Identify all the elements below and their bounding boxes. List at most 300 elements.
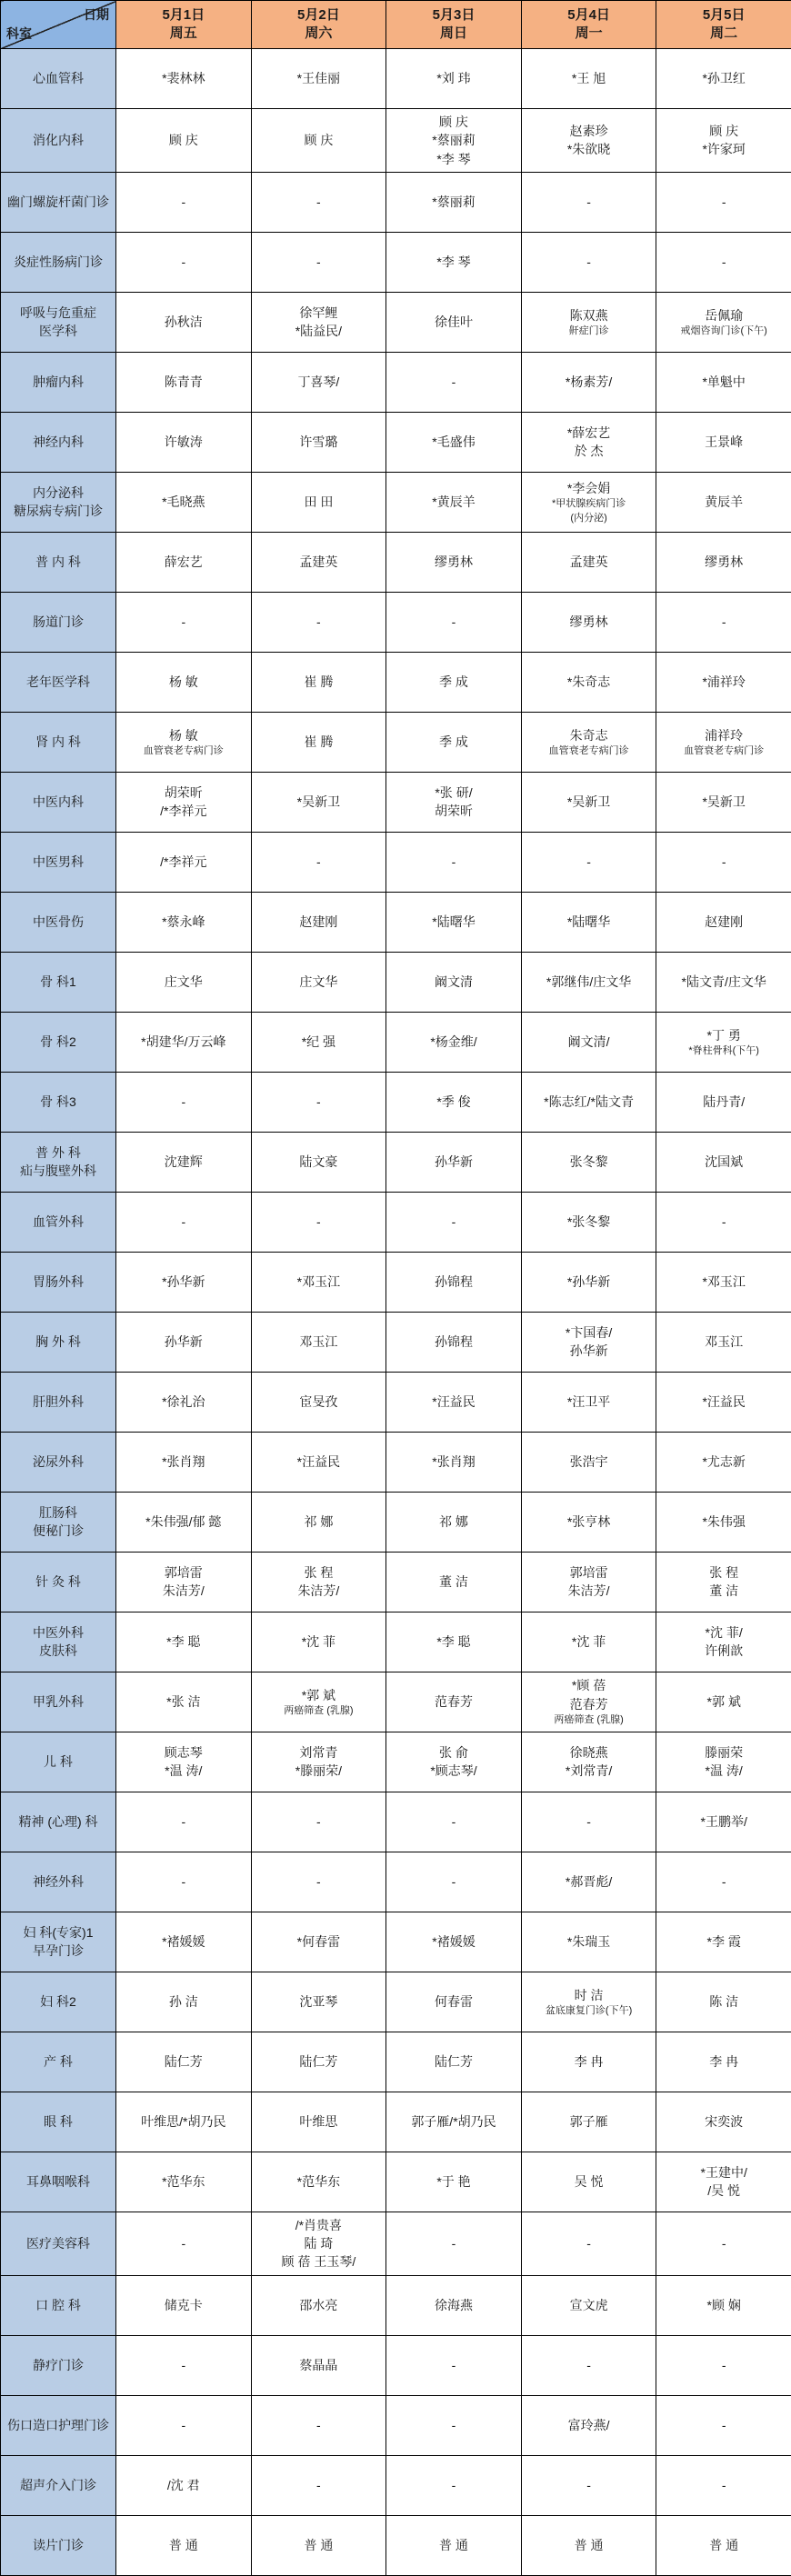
schedule-cell: *裴林林	[116, 49, 252, 109]
schedule-cell: 许雪璐	[251, 412, 386, 472]
schedule-cell: *郝晋彪/	[521, 1852, 656, 1912]
table-row	[1, 1972, 791, 2032]
schedule-cell: /*李祥元	[116, 832, 252, 892]
department-cell: 肠道门诊	[1, 592, 116, 652]
table-row	[1, 1612, 791, 1672]
schedule-cell: -	[251, 2395, 386, 2455]
schedule-cell: *蔡丽莉	[386, 172, 522, 232]
schedule-cell: *汪益民	[251, 1432, 386, 1492]
table-row	[1, 2032, 791, 2092]
schedule-cell: -	[116, 172, 252, 232]
schedule-cell: 陈 洁	[656, 1972, 791, 2032]
schedule-cell: -	[656, 2335, 791, 2395]
schedule-cell: 张 程 董 洁	[656, 1552, 791, 1612]
schedule-cell: 阚文清	[386, 952, 522, 1012]
schedule-cell: *沈 菲	[251, 1612, 386, 1672]
schedule-cell: 普 通	[251, 2515, 386, 2575]
schedule-cell: 祁 娜	[251, 1492, 386, 1552]
schedule-cell: *毛盛伟	[386, 412, 522, 472]
schedule-cell: *孙卫红	[656, 49, 791, 109]
schedule-cell: *何春雷	[251, 1912, 386, 1972]
schedule-cell: *陆文青/庄文华	[656, 952, 791, 1012]
schedule-cell: 陆仁芳	[116, 2032, 252, 2092]
schedule-cell: 孙华新	[116, 1312, 252, 1372]
department-cell: 儿 科	[1, 1732, 116, 1792]
schedule-cell: 郭培雷 朱洁芳/	[521, 1552, 656, 1612]
schedule-cell: *陆曙华	[521, 892, 656, 952]
column-weekday: 周六	[254, 25, 385, 43]
schedule-cell: 顾 庆 *蔡丽莉 *李 琴	[386, 109, 522, 173]
schedule-cell: *张冬黎	[521, 1192, 656, 1252]
schedule-cell: 丁喜琴/	[251, 352, 386, 412]
department-cell: 产 科	[1, 2032, 116, 2092]
schedule-cell: 陆丹青/	[656, 1072, 791, 1132]
department-cell: 中医男科	[1, 832, 116, 892]
schedule-cell: -	[656, 2455, 791, 2515]
schedule-cell: 顾志琴 *温 涛/	[116, 1732, 252, 1792]
department-cell: 骨 科3	[1, 1072, 116, 1132]
table-row	[1, 109, 791, 173]
schedule-cell: 宦旻孜	[251, 1372, 386, 1432]
department-cell: 肾 内 科	[1, 712, 116, 772]
schedule-cell: 叶维思	[251, 2092, 386, 2152]
schedule-cell: 郭子雁	[521, 2092, 656, 2152]
schedule-body	[1, 49, 791, 2576]
department-cell: 眼 科	[1, 2092, 116, 2152]
schedule-cell: *郭继伟/庄文华	[521, 952, 656, 1012]
department-cell: 消化内科	[1, 109, 116, 173]
schedule-cell: 庄文华	[251, 952, 386, 1012]
schedule-cell: 阚文清/	[521, 1012, 656, 1072]
schedule-cell: *单魁中	[656, 352, 791, 412]
department-cell: 肝胆外科	[1, 1372, 116, 1432]
table-row	[1, 232, 791, 292]
column-header-may3	[386, 1, 522, 49]
schedule-cell: *季 俊	[386, 1072, 522, 1132]
schedule-cell: *邓玉江	[656, 1252, 791, 1312]
schedule-cell: *朱伟强	[656, 1492, 791, 1552]
schedule-cell: *于 艳	[386, 2152, 522, 2212]
department-cell: 医疗美容科	[1, 2212, 116, 2275]
column-weekday: 周五	[118, 25, 249, 43]
schedule-cell: 叶维思/*胡乃民	[116, 2092, 252, 2152]
schedule-cell: -	[386, 2455, 522, 2515]
department-cell: 肛肠科 便秘门诊	[1, 1492, 116, 1552]
table-row	[1, 292, 791, 352]
schedule-cell: 季 成	[386, 652, 522, 712]
schedule-cell: -	[521, 2335, 656, 2395]
schedule-cell: *胡建华/万云峰	[116, 1012, 252, 1072]
schedule-cell: /沈 君	[116, 2455, 252, 2515]
schedule-cell: 孙华新	[386, 1132, 522, 1192]
schedule-cell: 张 俞 *顾志琴/	[386, 1732, 522, 1792]
schedule-cell: 沈亚琴	[251, 1972, 386, 2032]
schedule-cell: *毛晓燕	[116, 472, 252, 532]
schedule-cell: 陈青青	[116, 352, 252, 412]
department-cell: 耳鼻咽喉科	[1, 2152, 116, 2212]
schedule-cell: 黄辰羊	[656, 472, 791, 532]
schedule-cell: 孟建英	[251, 532, 386, 592]
schedule-cell: 许敏涛	[116, 412, 252, 472]
department-cell: 普 外 科 疝与腹壁外科	[1, 1132, 116, 1192]
schedule-cell: -	[251, 1852, 386, 1912]
column-weekday: 周二	[658, 25, 789, 43]
schedule-cell: 徐海燕	[386, 2275, 522, 2335]
schedule-cell: -	[656, 2395, 791, 2455]
table-row	[1, 1072, 791, 1132]
schedule-cell: 季 成	[386, 712, 522, 772]
schedule-cell: *汪益民	[386, 1372, 522, 1432]
schedule-cell: 杨 敏	[116, 652, 252, 712]
schedule-cell: -	[656, 592, 791, 652]
department-cell: 读片门诊	[1, 2515, 116, 2575]
schedule-cell: 陈双燕 鼾症门诊	[521, 292, 656, 352]
schedule-cell: 徐晓燕 *刘常青/	[521, 1732, 656, 1792]
schedule-cell: 张冬黎	[521, 1132, 656, 1192]
schedule-cell: -	[386, 1792, 522, 1852]
schedule-cell: *王鹏举/	[656, 1792, 791, 1852]
schedule-cell: 崔 腾	[251, 712, 386, 772]
schedule-cell: *李 聪	[386, 1612, 522, 1672]
department-cell: 心血管科	[1, 49, 116, 109]
table-row	[1, 952, 791, 1012]
table-row	[1, 1432, 791, 1492]
schedule-cell: *汪益民	[656, 1372, 791, 1432]
schedule-cell: -	[521, 172, 656, 232]
schedule-cell: -	[656, 1192, 791, 1252]
column-date: 5月4日	[524, 6, 655, 25]
schedule-cell: *薛宏艺 於 杰	[521, 412, 656, 472]
table-row	[1, 2092, 791, 2152]
schedule-cell: *吴新卫	[656, 772, 791, 832]
column-header-may4	[521, 1, 656, 49]
schedule-cell: 沈国斌	[656, 1132, 791, 1192]
table-row	[1, 2212, 791, 2275]
column-header-may5	[656, 1, 791, 49]
schedule-cell: 徐佳叶	[386, 292, 522, 352]
schedule-cell: 宋奕波	[656, 2092, 791, 2152]
schedule-cell: 顾 庆	[251, 109, 386, 173]
schedule-cell: 张 程 朱洁芳/	[251, 1552, 386, 1612]
table-row	[1, 2455, 791, 2515]
schedule-cell: *吴新卫	[251, 772, 386, 832]
schedule-cell: *黄辰羊	[386, 472, 522, 532]
department-cell: 神经外科	[1, 1852, 116, 1912]
schedule-cell: *张肖翔	[116, 1432, 252, 1492]
column-date: 5月1日	[118, 6, 249, 25]
column-weekday: 周一	[524, 25, 655, 43]
schedule-cell: *李 聪	[116, 1612, 252, 1672]
schedule-cell: 郭子雁/*胡乃民	[386, 2092, 522, 2152]
table-row	[1, 352, 791, 412]
table-row	[1, 1192, 791, 1252]
schedule-cell: 董 洁	[386, 1552, 522, 1612]
schedule-cell: 吴 悦	[521, 2152, 656, 2212]
schedule-cell: *沈 菲	[521, 1612, 656, 1672]
schedule-cell: 邓玉江	[656, 1312, 791, 1372]
schedule-cell: 田 田	[251, 472, 386, 532]
schedule-cell: 蔡晶晶	[251, 2335, 386, 2395]
schedule-cell: *郭 斌 两癌筛查 (乳腺)	[251, 1672, 386, 1732]
schedule-cell: -	[116, 1192, 252, 1252]
schedule-cell: *徐礼治	[116, 1372, 252, 1432]
schedule-cell: *卞国春/ 孙华新	[521, 1312, 656, 1372]
table-row	[1, 2335, 791, 2395]
schedule-cell: -	[386, 2335, 522, 2395]
department-cell: 妇 科2	[1, 1972, 116, 2032]
schedule-cell: *李 霞	[656, 1912, 791, 1972]
schedule-cell: 富玲燕/	[521, 2395, 656, 2455]
schedule-cell: *吴新卫	[521, 772, 656, 832]
schedule-cell: 普 通	[521, 2515, 656, 2575]
schedule-cell: -	[656, 832, 791, 892]
schedule-cell: -	[386, 832, 522, 892]
table-row	[1, 772, 791, 832]
schedule-cell: *顾 蓓 范春芳 两癌筛查 (乳腺)	[521, 1672, 656, 1732]
schedule-cell: 杨 敏 血管衰老专病门诊	[116, 712, 252, 772]
schedule-cell: 顾 庆	[116, 109, 252, 173]
table-row	[1, 1792, 791, 1852]
schedule-cell: -	[386, 1192, 522, 1252]
schedule-cell: 范春芳	[386, 1672, 522, 1732]
schedule-cell: -	[251, 1792, 386, 1852]
schedule-cell: 缪勇林	[386, 532, 522, 592]
schedule-cell: 普 通	[116, 2515, 252, 2575]
schedule-cell: 郭培雷 朱洁芳/	[116, 1552, 252, 1612]
schedule-cell: 孟建英	[521, 532, 656, 592]
table-row	[1, 1312, 791, 1372]
schedule-cell: -	[521, 1792, 656, 1852]
schedule-cell: 沈建辉	[116, 1132, 252, 1192]
schedule-cell: *孙华新	[116, 1252, 252, 1312]
schedule-cell: 赵素珍 *朱欲晓	[521, 109, 656, 173]
department-cell: 骨 科2	[1, 1012, 116, 1072]
schedule-cell: *朱瑞玉	[521, 1912, 656, 1972]
table-row	[1, 412, 791, 472]
schedule-cell: -	[656, 232, 791, 292]
department-cell: 胸 外 科	[1, 1312, 116, 1372]
table-row	[1, 1372, 791, 1432]
schedule-cell: 邓玉江	[251, 1312, 386, 1372]
department-cell: 甲乳外科	[1, 1672, 116, 1732]
schedule-cell: *孙华新	[521, 1252, 656, 1312]
department-cell: 中医外科 皮肤科	[1, 1612, 116, 1672]
table-row	[1, 2152, 791, 2212]
header-row	[1, 1, 791, 49]
schedule-cell: 滕丽荣 *温 涛/	[656, 1732, 791, 1792]
schedule-cell: -	[116, 592, 252, 652]
table-row	[1, 472, 791, 532]
schedule-cell: *刘 玮	[386, 49, 522, 109]
schedule-cell: -	[386, 2212, 522, 2275]
department-cell: 炎症性肠病门诊	[1, 232, 116, 292]
schedule-cell: 陆仁芳	[251, 2032, 386, 2092]
schedule-cell: 储克卡	[116, 2275, 252, 2335]
corner-dept-label: 科室	[6, 25, 32, 43]
schedule-cell: 顾 庆 *许家珂	[656, 109, 791, 173]
schedule-cell: 陆文豪	[251, 1132, 386, 1192]
table-row	[1, 892, 791, 952]
schedule-cell: 庄文华	[116, 952, 252, 1012]
department-cell: 精神 (心理) 科	[1, 1792, 116, 1852]
table-row	[1, 532, 791, 592]
schedule-cell: *张肖翔	[386, 1432, 522, 1492]
schedule-cell: 孙秋洁	[116, 292, 252, 352]
schedule-cell: *王佳丽	[251, 49, 386, 109]
column-date: 5月5日	[658, 6, 789, 25]
schedule-cell: 朱奇志 血管衰老专病门诊	[521, 712, 656, 772]
schedule-cell: -	[521, 832, 656, 892]
schedule-cell: 何春雷	[386, 1972, 522, 2032]
department-cell: 神经内科	[1, 412, 116, 472]
column-date: 5月2日	[254, 6, 385, 25]
schedule-cell: -	[116, 2395, 252, 2455]
schedule-cell: -	[386, 2395, 522, 2455]
schedule-cell: *尤志新	[656, 1432, 791, 1492]
schedule-cell: *王建中/ /吴 悦	[656, 2152, 791, 2212]
schedule-cell: 李 冉	[656, 2032, 791, 2092]
schedule-cell: 张浩宇	[521, 1432, 656, 1492]
schedule-cell: -	[251, 172, 386, 232]
schedule-cell: 缪勇林	[656, 532, 791, 592]
department-cell: 超声介入门诊	[1, 2455, 116, 2515]
schedule-cell: -	[521, 2212, 656, 2275]
table-row	[1, 652, 791, 712]
department-cell: 胃肠外科	[1, 1252, 116, 1312]
department-cell: 肿瘤内科	[1, 352, 116, 412]
schedule-cell: 浦祥玲 血管衰老专病门诊	[656, 712, 791, 772]
schedule-cell: *王 旭	[521, 49, 656, 109]
schedule-cell: -	[251, 1192, 386, 1252]
schedule-cell: *郭 斌	[656, 1672, 791, 1732]
table-row	[1, 1012, 791, 1072]
schedule-cell: *朱伟强/郁 懿	[116, 1492, 252, 1552]
table-row	[1, 1252, 791, 1312]
schedule-cell: -	[521, 232, 656, 292]
schedule-cell: *浦祥玲	[656, 652, 791, 712]
schedule-cell: 孙锦程	[386, 1312, 522, 1372]
schedule-cell: -	[251, 832, 386, 892]
table-row	[1, 172, 791, 232]
department-cell: 老年医学科	[1, 652, 116, 712]
table-row	[1, 712, 791, 772]
schedule-cell: -	[251, 2455, 386, 2515]
table-row	[1, 1132, 791, 1192]
schedule-cell: 刘常青 *滕丽荣/	[251, 1732, 386, 1792]
schedule-cell: 孙锦程	[386, 1252, 522, 1312]
schedule-cell: 缪勇林	[521, 592, 656, 652]
schedule-cell: 陆仁芳	[386, 2032, 522, 2092]
schedule-cell: 胡荣昕 /*李祥元	[116, 772, 252, 832]
schedule-cell: *丁 勇 *脊柱骨科(下午)	[656, 1012, 791, 1072]
department-cell: 静疗门诊	[1, 2335, 116, 2395]
schedule-cell: *邓玉江	[251, 1252, 386, 1312]
schedule-cell: *张 洁	[116, 1672, 252, 1732]
schedule-cell: *顾 娴	[656, 2275, 791, 2335]
table-row	[1, 1492, 791, 1552]
schedule-cell: 邵水亮	[251, 2275, 386, 2335]
schedule-cell: -	[251, 1072, 386, 1132]
schedule-cell: *朱奇志	[521, 652, 656, 712]
schedule-cell: /*肖贵喜 陆 琦 顾 蓓 王玉琴/	[251, 2212, 386, 2275]
column-weekday: 周日	[388, 25, 519, 43]
schedule-cell: *纪 强	[251, 1012, 386, 1072]
schedule-cell: 赵建刚	[251, 892, 386, 952]
department-cell: 伤口造口护理门诊	[1, 2395, 116, 2455]
schedule-cell: *李会娟 *甲状腺疾病门诊 (内分泌)	[521, 472, 656, 532]
table-row	[1, 2395, 791, 2455]
schedule-cell: -	[251, 232, 386, 292]
department-cell: 内分泌科 糖尿病专病门诊	[1, 472, 116, 532]
table-row	[1, 1852, 791, 1912]
schedule-cell: 普 通	[656, 2515, 791, 2575]
schedule-cell: *陆曙华	[386, 892, 522, 952]
schedule-cell: *褚媛媛	[386, 1912, 522, 1972]
schedule-cell: *范华东	[116, 2152, 252, 2212]
department-cell: 针 灸 科	[1, 1552, 116, 1612]
schedule-cell: -	[116, 1072, 252, 1132]
schedule-cell: *张亨林	[521, 1492, 656, 1552]
table-row	[1, 592, 791, 652]
table-row	[1, 2515, 791, 2575]
schedule-cell: *张 研/ 胡荣昕	[386, 772, 522, 832]
schedule-cell: -	[116, 232, 252, 292]
schedule-cell: -	[116, 1792, 252, 1852]
department-cell: 幽门螺旋杆菌门诊	[1, 172, 116, 232]
schedule-cell: 普 通	[386, 2515, 522, 2575]
schedule-cell: *蔡永峰	[116, 892, 252, 952]
department-cell: 口 腔 科	[1, 2275, 116, 2335]
schedule-cell: 崔 腾	[251, 652, 386, 712]
schedule-cell: 李 冉	[521, 2032, 656, 2092]
schedule-cell: *沈 菲/ 许俐歆	[656, 1612, 791, 1672]
table-row	[1, 1672, 791, 1732]
schedule-cell: *范华东	[251, 2152, 386, 2212]
schedule-cell: *陈志红/*陆文青	[521, 1072, 656, 1132]
column-header-may2	[251, 1, 386, 49]
schedule-cell: *杨金维/	[386, 1012, 522, 1072]
schedule-cell: 祁 娜	[386, 1492, 522, 1552]
schedule-cell: 时 洁 盆底康复门诊(下午)	[521, 1972, 656, 2032]
column-header-may1	[116, 1, 252, 49]
department-cell: 血管外科	[1, 1192, 116, 1252]
department-cell: 妇 科(专家)1 早孕门诊	[1, 1912, 116, 1972]
schedule-cell: *李 琴	[386, 232, 522, 292]
department-cell: 骨 科1	[1, 952, 116, 1012]
department-cell: 普 内 科	[1, 532, 116, 592]
schedule-cell: -	[116, 2335, 252, 2395]
schedule-cell: -	[656, 1852, 791, 1912]
schedule-cell: 赵建刚	[656, 892, 791, 952]
column-date: 5月3日	[388, 6, 519, 25]
table-row	[1, 1912, 791, 1972]
schedule-cell: -	[386, 352, 522, 412]
schedule-cell: 徐罕鲤 *陆益民/	[251, 292, 386, 352]
corner-cell	[1, 1, 116, 49]
department-cell: 呼吸与危重症 医学科	[1, 292, 116, 352]
schedule-cell: *褚媛媛	[116, 1912, 252, 1972]
table-row	[1, 49, 791, 109]
corner-date-label: 日期	[84, 5, 109, 24]
table-row	[1, 2275, 791, 2335]
schedule-cell: -	[116, 2212, 252, 2275]
table-row	[1, 832, 791, 892]
schedule-cell: *杨素芳/	[521, 352, 656, 412]
schedule-cell: -	[116, 1852, 252, 1912]
schedule-cell: -	[656, 172, 791, 232]
department-cell: 中医内科	[1, 772, 116, 832]
table-row	[1, 1732, 791, 1792]
